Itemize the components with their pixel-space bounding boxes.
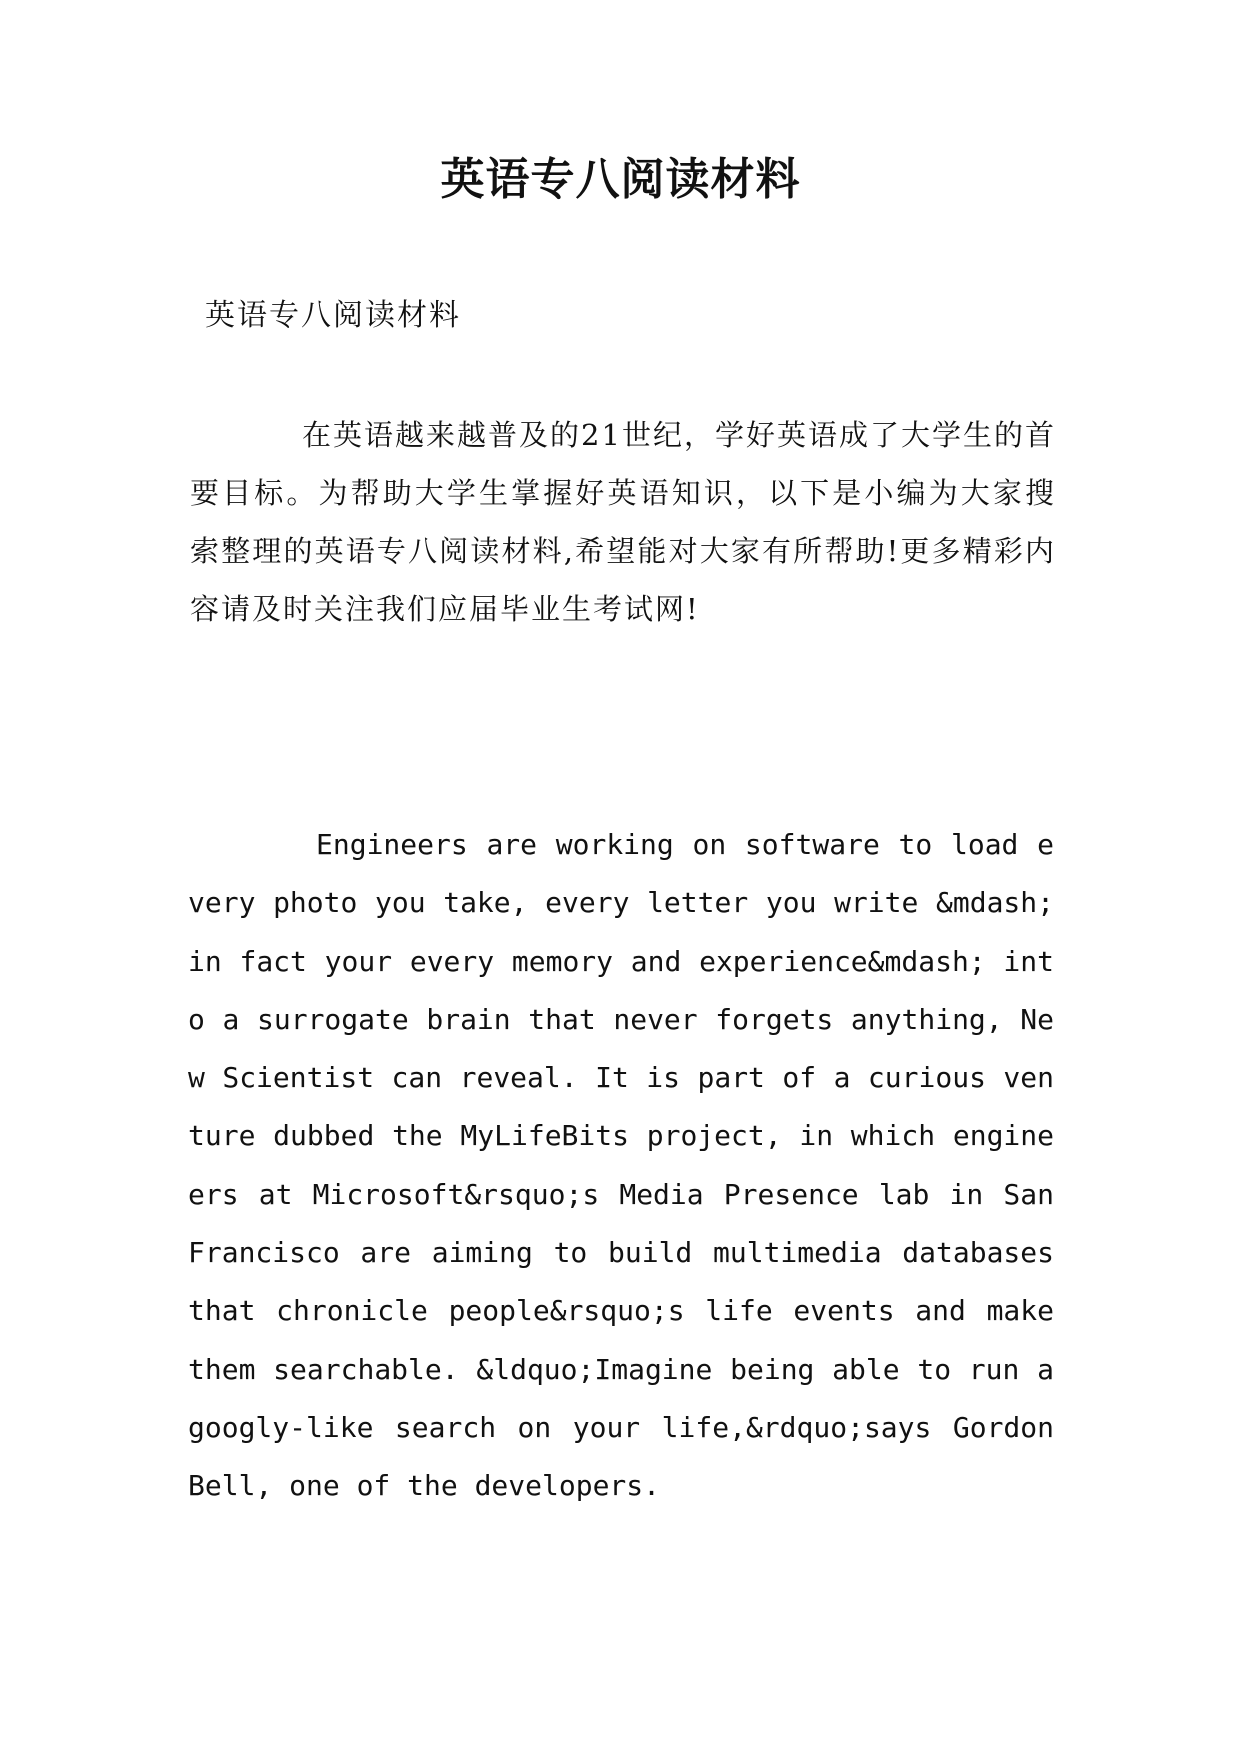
- document-title: 英语专八阅读材料: [440, 154, 801, 205]
- intro-paragraph: 在英语越来越普及的21世纪，学好英语成了大学生的首要目标。为帮助大学生掌握好英语知识，以下是小编为大家搜索整理的英语专八阅读材料,希望能对大家有所帮助!更多精彩内容请及时关注我们应届毕业生考试网!: [190, 418, 1056, 626]
- document-subtitle: 英语专八阅读材料: [205, 298, 461, 333]
- english-paragraph: Engineers are working on software to load every photo you take, every letter you write &mdash; in fact your every memory and experience&mdash; into a surrogate brain that never forgets anything, New Scientist can reveal. It is part of a curious venture dubbed the MyLifeBits project, in which engineers at Microsoft&rsquo;s Media Presence lab in San Francisco are aiming to build multimedia databases that chronicle people&rsquo;s life events and make them searchable. &ldquo;Imagine being able to run a googly-like search on your life,&rdquo;says Gordon Bell, one of the developers.: [188, 828, 1054, 1503]
